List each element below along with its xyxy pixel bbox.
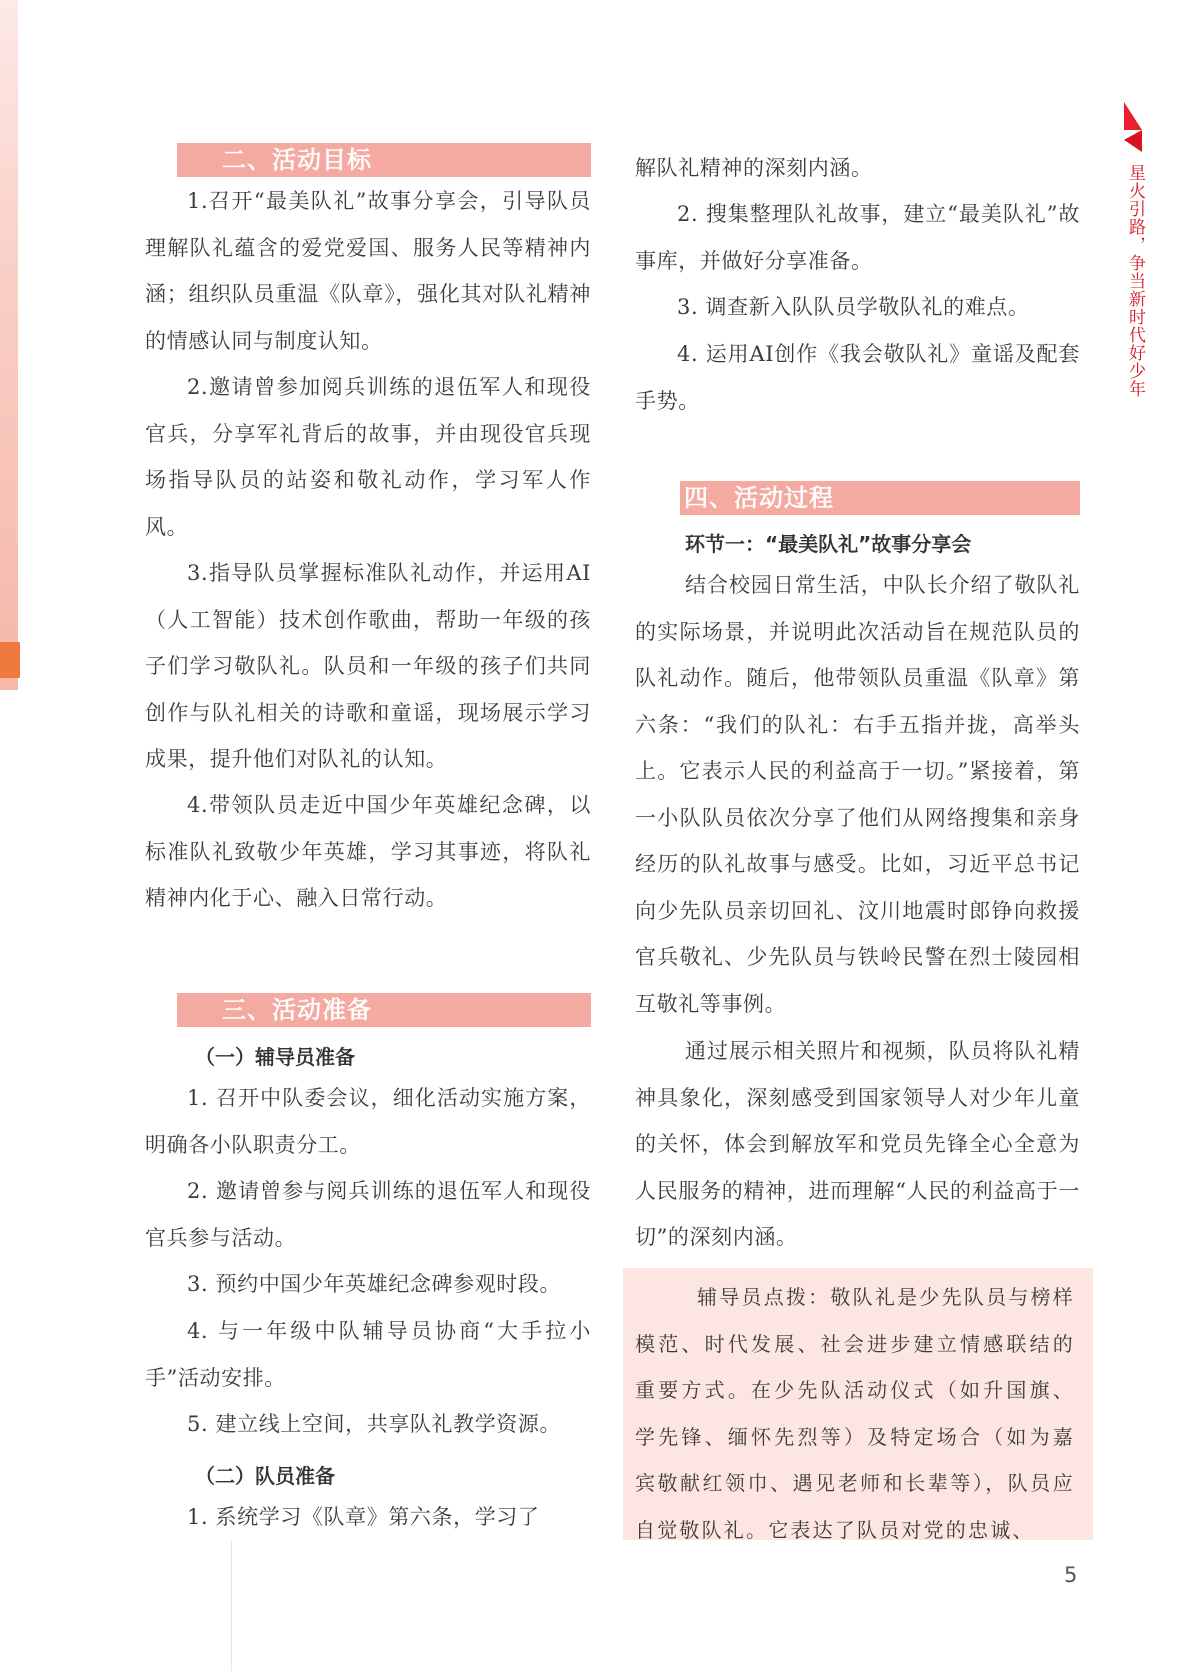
side-chapter-title: 星火引路，争当新时代好少年 [1125,164,1145,398]
page-number: 5 [1064,1563,1078,1587]
goal-paragraph: 1.召开“最美队礼”故事分享会，引导队员理解队礼蕴含的爱党爱国、服务人民等精神内涵；组织队员重温《队章》，强化其对队礼精神的情感认同与制度认知。 [145,189,591,353]
flag-tail-icon [1124,130,1142,152]
process-paragraph: 通过展示相关照片和视频，队员将队礼精神具象化，深刻感受到国家领导人对少年儿童的关怀，体会到解放军和党员先锋全心全意为人民服务的精神，进而理解“人民的利益高于一切”的深刻内涵。 [635,1039,1080,1249]
flag-icon [1124,102,1142,130]
goal-paragraph: 2.邀请曾参加阅兵训练的退伍军人和现役官兵，分享军礼背后的故事，并由现役官兵现场指导队员的站姿和敬礼动作，学习军人作风。 [145,375,591,539]
member-prep-item: 4. 运用AI创作《我会敬队礼》童谣及配套手势。 [635,342,1080,413]
left-edge-decoration [0,0,18,690]
side-chapter-tab [1118,102,1148,442]
gutter-line [231,1540,232,1671]
left-edge-accent [0,642,20,678]
counselor-prep-item: 4. 与一年级中队辅导员协商“大手拉小手”活动安排。 [145,1319,591,1390]
member-prep-item: 3. 调查新入队队员学敬队礼的难点。 [677,295,1030,319]
section-one-subheading: 环节一：“最美队礼”故事分享会 [685,532,972,556]
goal-paragraph: 3.指导队员掌握标准队礼动作，并运用AI（人工智能）技术创作歌曲，帮助一年级的孩子们学习敬队礼。队员和一年级的孩子们共同创作与队礼相关的诗歌和童谣，现场展示学习成果，提升他们对队礼的认知。 [145,561,591,771]
member-prep-subheading: （二）队员准备 [195,1464,335,1488]
counselor-tip-box [623,1268,1093,1540]
process-paragraph: 结合校园日常生活，中队长介绍了敬队礼的实际场景，并说明此次活动旨在规范队员的队礼动作。随后，他带领队员重温《队章》第六条：“我们的队礼：右手五指并拢，高举头上。它表示人民的利益高于一切。”紧接着，第一小队队员依次分享了他们从网络搜集和亲身经历的队礼故事与感受。比如，习近平总书记向少先队员亲切回礼、汶川地震时郎铮向救援官兵敬礼、少先队员与铁岭民警在烈士陵园相互敬礼等事例。 [635,573,1080,1016]
process-heading: 四、活动过程 [680,481,1080,515]
member-prep-item: 2. 搜集整理队礼故事，建立“最美队礼”故事库，并做好分享准备。 [635,202,1080,273]
goals-heading: 二、活动目标 [177,143,591,177]
member-prep-item-continued: 解队礼精神的深刻内涵。 [635,156,873,180]
counselor-tip-text: 辅导员点拨：敬队礼是少先队员与榜样模范、时代发展、社会进步建立情感联结的重要方式。在少先队活动仪式（如升国旗、学先锋、缅怀先烈等）及特定场合（如为嘉宾敬献红领巾、遇见老师和长辈等），队员应自觉敬队礼。它表达了队员对党的忠诚、 [635,1285,1075,1542]
prep-heading: 三、活动准备 [177,993,591,1027]
member-prep-item: 1. 系统学习《队章》第六条，学习了 [187,1505,540,1529]
counselor-prep-item: 2. 邀请曾参与阅兵训练的退伍军人和现役官兵参与活动。 [145,1179,591,1250]
counselor-prep-item: 5. 建立线上空间，共享队礼教学资源。 [187,1412,562,1436]
goal-paragraph: 4.带领队员走近中国少年英雄纪念碑，以标准队礼致敬少年英雄，学习其事迹，将队礼精神内化于心、融入日常行动。 [145,793,591,910]
counselor-prep-subheading: （一）辅导员准备 [195,1045,355,1069]
counselor-prep-item: 3. 预约中国少年英雄纪念碑参观时段。 [187,1272,562,1296]
counselor-prep-item: 1. 召开中队委会议，细化活动实施方案，明确各小队职责分工。 [145,1086,591,1157]
